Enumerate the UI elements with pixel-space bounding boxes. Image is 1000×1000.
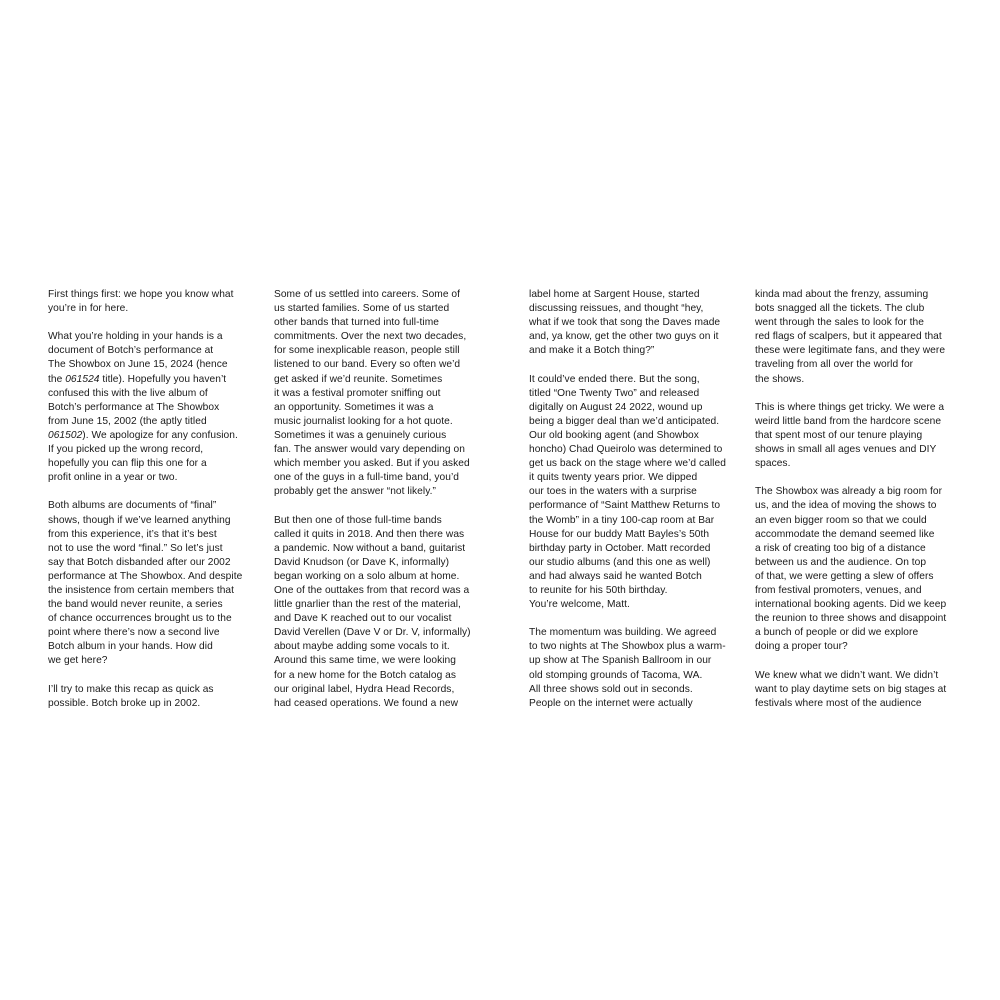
text-line (755, 556, 965, 570)
text-line (755, 401, 965, 415)
text-line (274, 429, 484, 443)
text-segment: We knew what we didn’t want. We didn’t (755, 669, 939, 681)
text-line (755, 499, 965, 513)
text-line (529, 443, 739, 457)
text-line (529, 626, 739, 640)
text-segment: weird little band from the hardcore scene (755, 415, 942, 427)
text-line (755, 683, 965, 697)
text-segment: bots snagged all the tickets. The club (755, 303, 925, 315)
text-segment: The Showbox on June 15, 2024 (hence (48, 359, 228, 371)
text-line (48, 626, 258, 640)
text-segment: to reunite for his 50th birthday. (529, 584, 668, 596)
text-segment: performance of “Saint Matthew Returns to (529, 500, 721, 512)
text-segment: say that Botch disbanded after our 2002 (48, 556, 231, 568)
text-line (274, 640, 484, 654)
text-line (274, 584, 484, 598)
text-line (755, 697, 965, 711)
text-line (755, 514, 965, 528)
text-line (755, 302, 965, 316)
text-segment: the insistence from certain members that (48, 584, 235, 596)
text-line (48, 584, 258, 598)
paragraph (529, 626, 739, 711)
text-line (274, 626, 484, 640)
text-segment: red flags of scalpers, but it appeared that (755, 331, 942, 343)
text-line (48, 358, 258, 372)
text-line (274, 471, 484, 485)
text-segment: profit online in a year or two. (48, 472, 178, 484)
text-line (48, 654, 258, 668)
text-line (48, 373, 258, 387)
text-segment: the Womb” in a tiny 100-cap room at Bar (529, 514, 715, 526)
text-segment: get us back on the stage where we’d called (529, 458, 726, 470)
text-segment: our original label, Hydra Head Records, (274, 683, 455, 695)
paragraph (274, 288, 484, 499)
text-segment: international booking agents. Did we keep (755, 599, 947, 611)
text-segment: about maybe adding some vocals to it. (274, 641, 450, 653)
text-line (529, 485, 739, 499)
text-line (529, 683, 739, 697)
text-line (274, 683, 484, 697)
text-line (274, 373, 484, 387)
text-line (48, 330, 258, 344)
text-line (529, 457, 739, 471)
text-segment: If you picked up the wrong record, (48, 444, 204, 456)
text-segment: one of the guys in a full-time band, you’d (274, 472, 460, 484)
text-segment: called it quits in 2018. And then there was (274, 528, 465, 540)
text-line (529, 669, 739, 683)
text-line (274, 669, 484, 683)
text-segment: get asked if we’d reunite. Sometimes (274, 373, 443, 385)
text-segment: hopefully you can flip this one for a (48, 458, 207, 470)
text-line (529, 499, 739, 513)
text-segment: ). We apologize for any confusion. (82, 429, 238, 441)
text-segment: which member you asked. But if you asked (274, 458, 470, 470)
text-line (48, 443, 258, 457)
text-segment: what if we took that song the Daves made (529, 317, 721, 329)
text-segment: a bunch of people or did we explore (755, 627, 919, 639)
text-line (274, 654, 484, 668)
text-segment: of chance occurrences brought us to the (48, 613, 232, 625)
text-line (529, 598, 739, 612)
text-segment: House for our buddy Matt Bayles’s 50th (529, 528, 710, 540)
text-segment: the band would never reunite, a series (48, 599, 223, 611)
text-line (48, 471, 258, 485)
text-line (274, 542, 484, 556)
text-segment: music journalist looking for a hot quote. (274, 415, 453, 427)
text-line (755, 528, 965, 542)
paragraph (755, 669, 965, 711)
text-line (274, 570, 484, 584)
text-segment: kinda mad about the frenzy, assuming (755, 289, 929, 300)
text-line (755, 542, 965, 556)
text-line (274, 401, 484, 415)
text-segment: point where there’s now a second live (48, 627, 220, 639)
text-line (529, 429, 739, 443)
text-line (274, 358, 484, 372)
text-line (274, 330, 484, 344)
text-line (529, 373, 739, 387)
text-segment: You’re welcome, Matt. (529, 599, 630, 611)
text-segment: What you’re holding in your hands is a (48, 331, 223, 343)
text-line (48, 612, 258, 626)
text-column-2 (274, 288, 484, 711)
text-segment: and Dave K reached out to our vocalist (274, 613, 452, 625)
text-line (274, 598, 484, 612)
text-line (48, 570, 258, 584)
text-segment: titled “One Twenty Two” and released (529, 387, 700, 399)
text-segment: for some inexplicable reason, people still (274, 345, 460, 357)
text-segment: traveling from all over the world for (755, 359, 914, 371)
text-segment: doing a proper tour? (755, 641, 848, 653)
text-segment: probably get the answer “not likely.” (274, 486, 436, 498)
text-segment: to two nights at The Showbox plus a warm- (529, 641, 726, 653)
text-line (48, 528, 258, 542)
text-segment: had ceased operations. We found a new (274, 697, 459, 709)
text-segment: Botch album in your hands. How did (48, 641, 213, 653)
text-segment: The Showbox was already a big room for (755, 486, 943, 498)
paragraph (755, 485, 965, 654)
text-line (755, 669, 965, 683)
text-line (48, 683, 258, 697)
text-segment: spaces. (755, 458, 791, 470)
text-segment: But then one of those full-time bands (274, 514, 442, 526)
text-segment: First things first: we hope you know what (48, 289, 234, 300)
text-line (755, 612, 965, 626)
text-segment: Around this same time, we were looking (274, 655, 456, 667)
text-segment: honcho) Chad Queirolo was determined to (529, 444, 723, 456)
text-line (529, 401, 739, 415)
text-segment: being a bigger deal than we’d anticipated. (529, 415, 720, 427)
text-segment: festivals where most of the audience (755, 697, 922, 709)
text-segment: The momentum was building. We agreed (529, 627, 717, 639)
text-line (48, 556, 258, 570)
text-segment: the shows. (755, 373, 805, 385)
text-segment: up show at The Spanish Ballroom in our (529, 655, 712, 667)
text-segment: Some of us settled into careers. Some of (274, 289, 461, 300)
text-segment: us started families. Some of us started (274, 303, 450, 315)
text-segment: the (48, 373, 66, 385)
text-line (274, 302, 484, 316)
text-segment: old stomping grounds of Tacoma, WA. (529, 669, 703, 681)
text-line (48, 429, 258, 443)
text-segment: a pandemic. Now without a band, guitarist (274, 542, 466, 554)
paragraph (48, 330, 258, 485)
text-segment: little gnarlier than the rest of the material, (274, 599, 461, 611)
text-segment: an even bigger room so that we could (755, 514, 927, 526)
text-line (48, 415, 258, 429)
text-line (529, 542, 739, 556)
text-line (529, 387, 739, 401)
text-segment: and had always said he wanted Botch (529, 570, 702, 582)
text-line (755, 626, 965, 640)
text-segment: People on the internet were actually (529, 697, 693, 709)
text-line (755, 344, 965, 358)
text-line (529, 302, 739, 316)
text-segment: birthday party in October. Matt recorded (529, 542, 711, 554)
text-line (755, 485, 965, 499)
text-line (529, 584, 739, 598)
text-segment: accommodate the demand seemed like (755, 528, 935, 540)
text-line (755, 443, 965, 457)
album-title-italic: 061524 (65, 373, 100, 385)
text-line (529, 471, 739, 485)
text-segment: and, ya know, get the other two guys on it (529, 331, 719, 343)
text-segment: you’re in for here. (48, 303, 129, 315)
text-line (48, 344, 258, 358)
text-segment: the reunion to three shows and disappoint (755, 613, 947, 625)
paragraph (755, 401, 965, 471)
paragraph (274, 514, 484, 711)
text-line (48, 387, 258, 401)
text-line (274, 415, 484, 429)
text-segment: David Verellen (Dave V or Dr. V, informally) (274, 627, 471, 639)
text-segment: these were legitimate fans, and they were (755, 345, 946, 357)
text-line (755, 288, 965, 302)
text-segment: digitally on August 24 2022, wound up (529, 401, 703, 413)
text-line (755, 570, 965, 584)
text-line (755, 584, 965, 598)
text-line (274, 344, 484, 358)
text-line (755, 316, 965, 330)
text-segment: from June 15, 2002 (the aptly titled (48, 415, 207, 427)
text-line (274, 288, 484, 302)
text-line (48, 401, 258, 415)
text-line (529, 330, 739, 344)
paragraph (529, 373, 739, 613)
text-line (48, 697, 258, 711)
text-segment: Sometimes it was a genuinely curious (274, 429, 447, 441)
text-line (48, 514, 258, 528)
text-segment: commitments. Over the next two decades, (274, 331, 467, 343)
text-segment: document of Botch’s performance at (48, 345, 214, 357)
text-line (274, 316, 484, 330)
text-line (529, 556, 739, 570)
text-line (48, 640, 258, 654)
paragraph (48, 288, 258, 316)
text-segment: of that, we were getting a slew of offers (755, 570, 934, 582)
text-segment: between us and the audience. On top (755, 556, 927, 568)
text-segment: confused this with the live album of (48, 387, 208, 399)
text-segment: performance at The Showbox. And despite (48, 570, 243, 582)
text-segment: shows in small all ages venues and DIY (755, 444, 937, 456)
text-line (755, 640, 965, 654)
text-segment: began working on a solo album at home. (274, 570, 460, 582)
text-segment: it was a festival promoter sniffing out (274, 387, 441, 399)
text-segment: not to use the word “final.” So let’s just (48, 542, 223, 554)
text-line (529, 640, 739, 654)
text-segment: listened to our band. Every so often we’d (274, 359, 461, 371)
text-line (755, 330, 965, 344)
text-line (755, 598, 965, 612)
text-line (755, 358, 965, 372)
text-line (48, 457, 258, 471)
text-line (529, 570, 739, 584)
text-segment: from this experience, it’s that it’s best (48, 528, 217, 540)
text-segment: a risk of creating too big of a distance (755, 542, 926, 554)
text-line (529, 697, 739, 711)
text-segment: that spent most of our tenure playing (755, 429, 923, 441)
text-segment: Both albums are documents of “final” (48, 500, 217, 512)
text-line (274, 612, 484, 626)
text-segment: an opportunity. Sometimes it was a (274, 401, 434, 413)
text-line (755, 429, 965, 443)
text-segment: Botch’s performance at The Showbox (48, 401, 220, 413)
text-line (274, 697, 484, 711)
text-segment: discussing reissues, and thought “hey, (529, 303, 704, 315)
text-segment: It could’ve ended there. But the song, (529, 373, 700, 385)
text-line (274, 485, 484, 499)
text-segment: our toes in the waters with a surprise (529, 486, 697, 498)
text-line (755, 457, 965, 471)
text-line (274, 443, 484, 457)
text-line (48, 302, 258, 316)
text-line (274, 457, 484, 471)
album-title-italic: 061502 (48, 429, 83, 441)
text-line (48, 499, 258, 513)
text-line (274, 387, 484, 401)
text-segment: possible. Botch broke up in 2002. (48, 697, 201, 709)
paragraph (755, 288, 965, 387)
text-line (755, 415, 965, 429)
text-segment: our studio albums (and this one as well) (529, 556, 711, 568)
text-segment: for a new home for the Botch catalog as (274, 669, 457, 681)
text-line (529, 654, 739, 668)
text-column-4 (755, 288, 965, 711)
text-segment: us, and the idea of moving the shows to (755, 500, 937, 512)
text-line (529, 514, 739, 528)
text-line (755, 373, 965, 387)
text-line (529, 415, 739, 429)
text-line (48, 542, 258, 556)
text-line (274, 514, 484, 528)
paragraph (48, 683, 258, 711)
text-line (274, 528, 484, 542)
paragraph (48, 499, 258, 668)
text-segment: and make it a Botch thing?” (529, 345, 655, 357)
text-segment: shows, though if we’ve learned anything (48, 514, 231, 526)
text-segment: Our old booking agent (and Showbox (529, 429, 699, 441)
text-line (529, 288, 739, 302)
text-line (48, 598, 258, 612)
text-segment: I’ll try to make this recap as quick as (48, 683, 214, 695)
text-column-3 (529, 288, 739, 711)
text-segment: want to play daytime sets on big stages at (755, 683, 947, 695)
text-segment: went through the sales to look for the (755, 317, 924, 329)
text-line (529, 344, 739, 358)
text-segment: title). Hopefully you haven’t (99, 373, 227, 385)
text-segment: from festival promoters, venues, and (755, 584, 922, 596)
text-segment: David Knudson (or Dave K, informally) (274, 556, 450, 568)
paragraph (529, 288, 739, 358)
text-segment: fan. The answer would vary depending on (274, 444, 465, 456)
text-segment: One of the outtakes from that record was a (274, 584, 470, 596)
text-line (48, 288, 258, 302)
text-line (274, 556, 484, 570)
text-segment: label home at Sargent House, started (529, 289, 700, 300)
text-line (529, 316, 739, 330)
text-column-1 (48, 288, 258, 711)
text-segment: This is where things get tricky. We were a (755, 401, 945, 413)
text-segment: it quits twenty years prior. We dipped (529, 472, 698, 484)
text-segment: other bands that turned into full-time (274, 317, 439, 329)
text-segment: All three shows sold out in seconds. (529, 683, 693, 695)
text-line (529, 528, 739, 542)
text-segment: we get here? (48, 655, 108, 667)
